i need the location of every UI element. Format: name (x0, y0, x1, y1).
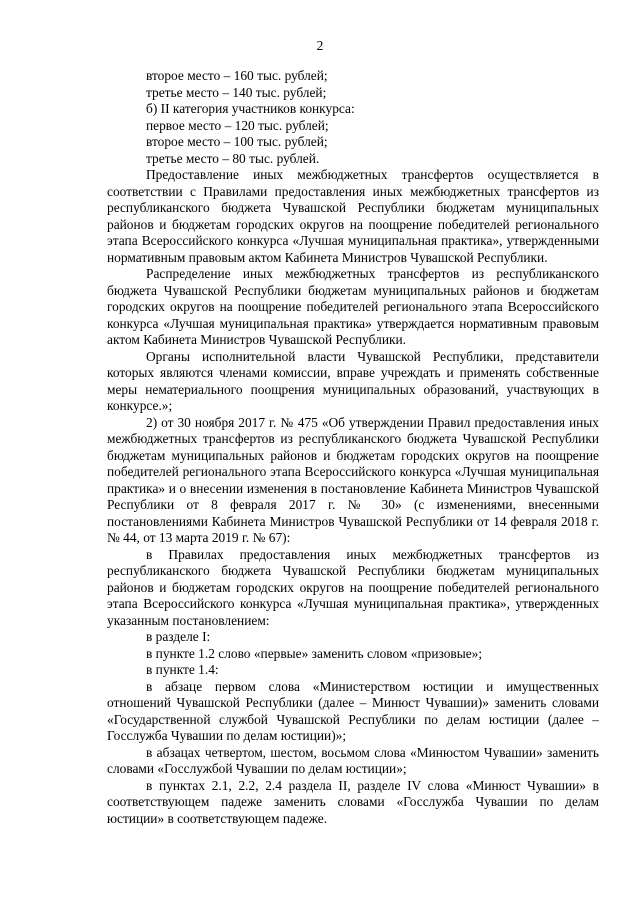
paragraph-prize-first-place-cat2: первое место – 120 тыс. рублей; (146, 117, 329, 133)
paragraph-point-1-2: в пункте 1.2 слово «первые» заменить словом «призовые»; (146, 645, 483, 661)
paragraph-rules-amendment-intro: в Правилах предоставления иных межбюджетных трансфертов из республиканского бюджета Чувашской Республики бюджетам муниципальных районов и бюджетам городских округов на поощрение победителей регионального этапа Всероссийского конкурса «Лучшая муниципальная практика», утвержденных указанным постановлением: (107, 546, 599, 628)
paragraph-subparagraphs-change: в абзацах четвертом, шестом, восьмом слова «Минюстом Чувашии» заменить словами «Госслужбой Чувашии по делам юстиции»; (107, 744, 599, 776)
paragraph-point-1-4: в пункте 1.4: (146, 662, 219, 677)
paragraph-first-subparagraph-change: в абзаце первом слова «Министерством юстиции и имущественных отношений Чувашской Республики (далее – Минюст Чувашии)» заменить словами «Государственной службой Чувашской Республики по делам юстиции (далее – Госслужба Чувашии по делам юстиции)»; (107, 678, 599, 743)
paragraph-prize-second-place-cat1: второе место – 160 тыс. рублей; (146, 68, 328, 83)
paragraph-transfer-distribution: Распределение иных межбюджетных трансфертов из республиканского бюджета Чувашской Республики бюджетам муниципальных районов и бюджетам городских округов на поощрение победителей регионального этапа Всероссийского конкурса «Лучшая муниципальная практика» утверждается нормативным правовым актом Кабинета Министров Чувашской Республики. (107, 266, 599, 347)
paragraph-section-1: в разделе I: (146, 629, 211, 644)
paragraph-prize-second-place-cat2: второе место – 100 тыс. рублей; (146, 134, 328, 149)
paragraph-points-2-change: в пунктах 2.1, 2.2, 2.4 раздела II, разделе IV слова «Минюст Чувашии» в соответствующем падеже заменить словами «Госслужба Чувашии по делам юстиции» в соответствующем падеже. (107, 777, 599, 826)
paragraph-transfer-provision: Предоставление иных межбюджетных трансфертов осуществляется в соответствии с Правилами предоставления иных межбюджетных трансфертов из республиканского бюджета Чувашской Республики бюджетам муниципальных районов и бюджетам городских округов на поощрение победителей регионального этапа Всероссийского конкурса «Лучшая муниципальная практика», утвержденными нормативным правовым актом Кабинета Министров Чувашской Республики. (107, 167, 599, 265)
paragraph-prize-third-place-cat2: третье место – 80 тыс. рублей. (146, 150, 320, 166)
paragraph-resolution-475: 2) от 30 ноября 2017 г. № 475 «Об утверждении Правил предоставления иных межбюджетных трансфертов из республиканского бюджета Чувашской Республики бюджетам муниципальных районов и бюджетам городских округов на поощрение победителей регионального этапа Всероссийского конкурса «Лучшая муниципальная практика» и о внесении изменения в постановление Кабинета Министров Чувашской Республики от 8 февраля 2017 г. № 30» (с изменениями, внесенными постановлениями Кабинета Министров Чувашской Республики от 14 февраля 2018 г. № 44, от 13 марта 2019 г. № 67): (107, 414, 599, 545)
paragraph-prize-third-place-cat1: третье место – 140 тыс. рублей; (146, 84, 327, 100)
paragraph-category-2-heading: б) II категория участников конкурса: (146, 101, 355, 116)
page-number: 2 (316, 38, 324, 53)
document-body (107, 68, 599, 827)
paragraph-executive-bodies: Органы исполнительной власти Чувашской Республики, представители которых являются членами комиссии, вправе учреждать и применять собственные меры нематериального поощрения муниципальных образований, участвующих в конкурсе.»; (107, 348, 599, 413)
